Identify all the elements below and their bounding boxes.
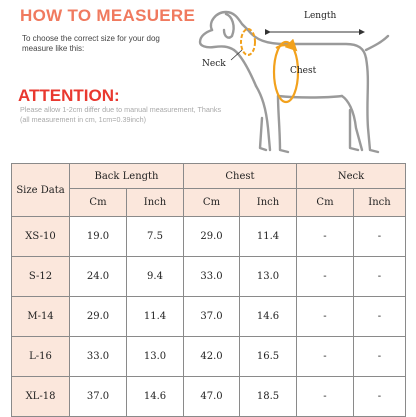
neck-loop-icon	[241, 29, 255, 55]
table-row	[12, 377, 406, 417]
table-cell: -	[354, 257, 406, 297]
size-cell: S-12	[12, 257, 70, 297]
table-cell: 42.0	[184, 337, 240, 377]
table-cell: -	[297, 257, 354, 297]
unit-header: Cm	[70, 189, 127, 217]
table-cell: 11.4	[240, 217, 297, 257]
measure-instructions: To choose the correct size for your dog measure like this:	[22, 34, 160, 53]
unit-header: Cm	[297, 189, 354, 217]
table-cell: -	[354, 217, 406, 257]
attention-heading: ATTENTION:	[18, 86, 120, 105]
unit-header: Cm	[184, 189, 240, 217]
table-cell: 33.0	[70, 337, 127, 377]
size-data-header: Size Data	[12, 164, 70, 217]
table-cell: 13.0	[240, 257, 297, 297]
table-cell: -	[354, 337, 406, 377]
table-cell: -	[297, 297, 354, 337]
table-cell: -	[297, 337, 354, 377]
table-cell: 11.4	[127, 297, 184, 337]
table-cell: 14.6	[127, 377, 184, 417]
table-cell: 37.0	[184, 297, 240, 337]
table-cell: 29.0	[70, 297, 127, 337]
table-row	[12, 297, 406, 337]
table-row	[12, 337, 406, 377]
how-to-measure-title: HOW TO MEASUERE	[20, 6, 196, 25]
table-row	[12, 257, 406, 297]
back-length-header: Back Length	[70, 164, 184, 189]
table-cell: 47.0	[184, 377, 240, 417]
neck-header: Neck	[297, 164, 406, 189]
table-cell: -	[354, 377, 406, 417]
table-cell: 29.0	[184, 217, 240, 257]
table-group-header-row	[12, 164, 406, 189]
table-cell: 33.0	[184, 257, 240, 297]
table-cell: 18.5	[240, 377, 297, 417]
table-cell: 14.6	[240, 297, 297, 337]
size-cell: M-14	[12, 297, 70, 337]
table-cell: 7.5	[127, 217, 184, 257]
unit-header: Inch	[240, 189, 297, 217]
table-cell: 19.0	[70, 217, 127, 257]
table-cell: 37.0	[70, 377, 127, 417]
neck-label: Neck	[202, 59, 226, 69]
chest-header: Chest	[184, 164, 297, 189]
dog-outline-icon	[200, 12, 388, 152]
measurement-note: Please allow 1-2cm differ due to manual measurement, Thanks (all measurement in cm, 1cm=0.39inch)	[20, 105, 222, 124]
table-cell: -	[354, 297, 406, 337]
table-cell: 24.0	[70, 257, 127, 297]
size-cell: L-16	[12, 337, 70, 377]
table-cell: -	[297, 217, 354, 257]
table-cell: 16.5	[240, 337, 297, 377]
table-cell: 13.0	[127, 337, 184, 377]
size-cell: XS-10	[12, 217, 70, 257]
length-label: Length	[304, 11, 337, 21]
unit-header: Inch	[127, 189, 184, 217]
dog-measurement-diagram	[186, 0, 416, 160]
table-cell: -	[297, 377, 354, 417]
table-unit-header-row	[12, 189, 406, 217]
chest-label: Chest	[290, 66, 317, 76]
unit-header: Inch	[354, 189, 406, 217]
size-chart-table	[11, 163, 406, 417]
table-cell: 9.4	[127, 257, 184, 297]
size-cell: XL-18	[12, 377, 70, 417]
table-row	[12, 217, 406, 257]
